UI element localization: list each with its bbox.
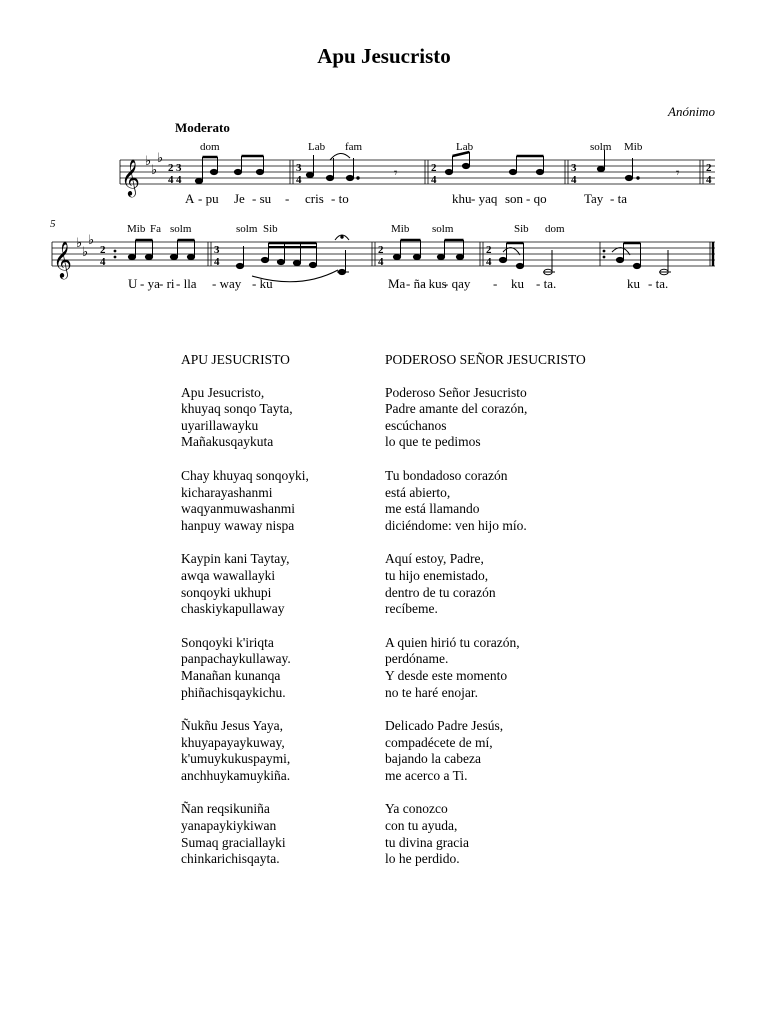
lyric-syllable: cris (305, 191, 324, 206)
svg-text:2: 2 (706, 162, 712, 174)
lyric-line: Ya conozco (385, 801, 448, 817)
lyric-syllable: - yaq (471, 191, 498, 206)
svg-text:2: 2 (378, 244, 384, 256)
lyric-syllable: - to (331, 191, 349, 206)
lyric-line: chaskiykapullaway (181, 601, 285, 617)
lyric-syllable: - su (252, 191, 272, 206)
chord-symbol: fam (345, 141, 363, 153)
lyric-syllable: U (128, 276, 138, 291)
lyric-line: yanapaykiykiwan (181, 818, 277, 834)
svg-text:4: 4 (168, 174, 174, 186)
lyric-line: tu divina gracia (385, 834, 469, 850)
stanza (181, 385, 381, 451)
svg-text:♭: ♭ (82, 245, 89, 260)
lyric-syllable: - ña (406, 276, 426, 291)
stanza (385, 468, 645, 534)
lyric-line: escúchanos (385, 417, 447, 433)
svg-text:2: 2 (431, 162, 437, 174)
svg-text:3: 3 (571, 162, 577, 174)
lyric-syllable: - kus (421, 276, 447, 291)
svg-text:♭: ♭ (151, 163, 158, 178)
svg-text:♭: ♭ (145, 154, 152, 169)
chord-symbols-1 (200, 141, 643, 153)
chord-symbol: Mib (391, 223, 410, 235)
lyric-syllable: - (285, 191, 290, 206)
lyric-line: chinkarichisqayta. (181, 851, 280, 867)
lyric-syllable: Ma (388, 276, 406, 291)
key-signature-1 (145, 151, 163, 178)
quechua-heading: APU JESUCRISTO (181, 352, 290, 367)
lyric-syllable: - ta. (536, 276, 557, 291)
lyric-line: Ñan reqsikuniña (181, 801, 270, 817)
svg-text:4: 4 (571, 174, 577, 186)
lyric-line: lo he perdido. (385, 851, 460, 867)
chord-symbol: Sib (263, 223, 278, 235)
lyric-syllable: - ya (140, 276, 160, 291)
svg-text:♭: ♭ (76, 236, 83, 251)
stanza (385, 551, 645, 617)
svg-text:4: 4 (214, 256, 220, 268)
chord-symbol: dom (200, 141, 220, 153)
svg-text:4: 4 (296, 174, 302, 186)
lyric-line: Apu Jesucristo, (181, 384, 265, 400)
lyric-line: está abierto, (385, 484, 451, 500)
lyric-line: Sumaq graciallayki (181, 834, 286, 850)
treble-clef-icon: 𝄞 (121, 158, 140, 196)
composer: Anónimo (668, 104, 715, 119)
lyric-line: Y desde este momento (385, 667, 508, 683)
spanish-heading: PODEROSO SEÑOR JESUCRISTO (385, 352, 586, 367)
lyric-line: me acerco a Ti. (385, 767, 468, 783)
chord-symbol: Sib (514, 223, 529, 235)
lyric-syllable: A (185, 191, 195, 206)
lyric-line: anchhuykamuykiña. (181, 767, 291, 783)
lyric-syllable: - lla (176, 276, 197, 291)
lyrics-1 (185, 191, 627, 206)
lyric-syllable: - qo (526, 191, 547, 206)
spanish-lyrics (385, 352, 645, 885)
lyric-line: Chay khuyaq sonqoyki, (181, 467, 309, 483)
staff-1 (120, 160, 715, 184)
lyric-line: bajando la cabeza (385, 751, 481, 767)
lyric-syllable: ku (627, 276, 640, 291)
lyric-line: Kaypin kani Taytay, (181, 551, 290, 567)
lyric-line: tu hijo enemistado, (385, 567, 489, 583)
lyric-line: Mañakusqaykuta (181, 434, 274, 450)
lyric-line: k'umuykukuspaymi, (181, 751, 291, 767)
chord-symbol: Mib (127, 223, 146, 235)
lyric-syllable: - ku (252, 276, 273, 291)
lyric-line: panpachaykullaway. (181, 651, 291, 667)
lyric-syllable: - ta (610, 191, 627, 206)
svg-text:♭: ♭ (157, 151, 164, 166)
chord-symbol: solm (432, 223, 454, 235)
svg-text:4: 4 (486, 256, 492, 268)
lyric-line: waqyanmuwashanmi (181, 501, 295, 517)
chord-symbols-2 (127, 223, 565, 235)
lyric-syllable: - way (212, 276, 242, 291)
stanza (181, 718, 381, 784)
stanza (181, 801, 381, 867)
song-title: Apu Jesucristo (317, 44, 451, 68)
lyric-line: hanpuy waway nispa (181, 517, 295, 533)
measure-number: 5 (50, 218, 56, 230)
lyric-line: Ñukñu Jesus Yaya, (181, 718, 284, 734)
chord-symbol: Fa (150, 223, 161, 235)
chord-symbol: Lab (308, 141, 326, 153)
key-signature-2 (76, 233, 94, 260)
lyric-line: awqa wawallayki (181, 567, 276, 583)
stanza (385, 635, 645, 701)
chord-symbol: solm (236, 223, 258, 235)
lyric-line: khuyapayaykuway, (181, 734, 285, 750)
lyric-syllable: Je (234, 191, 245, 206)
svg-text:4: 4 (431, 174, 437, 186)
lyric-syllable: ku (511, 276, 524, 291)
stanza (385, 801, 645, 867)
svg-text:𝄾: 𝄾 (676, 166, 680, 181)
lyric-syllable: Tay (584, 191, 604, 206)
lyric-line: kicharayashanmi (181, 484, 273, 500)
lyric-line: phiñachisqaykichu. (181, 684, 286, 700)
svg-text:3: 3 (176, 162, 182, 174)
quechua-lyrics (181, 352, 381, 885)
lyric-line: diciéndome: ven hijo mío. (385, 517, 527, 533)
lyric-line: Tu bondadoso corazón (385, 467, 508, 483)
lyric-syllable: son (505, 191, 524, 206)
lyric-syllable: - (493, 276, 498, 291)
svg-text:4: 4 (176, 174, 182, 186)
lyric-syllable: - ta. (648, 276, 669, 291)
chord-symbol: dom (545, 223, 565, 235)
lyric-line: khuyaq sonqo Tayta, (181, 401, 293, 417)
lyric-line: uyarillawayku (181, 417, 259, 433)
lyric-line: Delicado Padre Jesús, (385, 718, 504, 734)
lyric-line: Sonqoyki k'iriqta (181, 634, 274, 650)
lyric-line: recíbeme. (385, 601, 438, 617)
lyrics-2 (128, 276, 668, 291)
chord-symbol: solm (590, 141, 612, 153)
lyric-line: Manañan kunanqa (181, 667, 281, 683)
lyric-line: me está llamando (385, 501, 480, 517)
lyric-syllable: - pu (198, 191, 219, 206)
lyric-line: A quien hirió tu corazón, (385, 634, 520, 650)
lyric-syllable: - ri (159, 276, 175, 291)
chord-symbol: Mib (624, 141, 643, 153)
staff-2 (52, 242, 715, 266)
svg-text:𝄾: 𝄾 (394, 166, 398, 181)
lyric-line: perdóname. (385, 651, 449, 667)
svg-text:4: 4 (100, 256, 106, 268)
stanza (385, 385, 645, 451)
stanza (181, 551, 381, 617)
svg-text:3: 3 (296, 162, 302, 174)
tempo-marking: Moderato (175, 120, 230, 135)
lyric-line: compadécete de mí, (385, 734, 493, 750)
chord-symbol: Lab (456, 141, 474, 153)
stanza (181, 635, 381, 701)
svg-text:4: 4 (706, 174, 712, 186)
svg-text:2: 2 (100, 244, 106, 256)
svg-text:2: 2 (168, 162, 174, 174)
stanza (181, 468, 381, 534)
lyric-line: Aquí estoy, Padre, (385, 551, 484, 567)
sheet-music (0, 0, 768, 310)
svg-text:♭: ♭ (88, 233, 95, 248)
lyric-line: Poderoso Señor Jesucristo (385, 384, 527, 400)
lyric-line: dentro de tu corazón (385, 584, 496, 600)
lyric-line: no te haré enojar. (385, 684, 478, 700)
lyric-line: lo que te pedimos (385, 434, 481, 450)
lyric-line: sonqoyki ukhupi (181, 584, 272, 600)
lyric-line: con tu ayuda, (385, 818, 458, 834)
stanza (385, 718, 645, 784)
svg-text:2: 2 (486, 244, 492, 256)
svg-text:4: 4 (378, 256, 384, 268)
chord-symbol: solm (170, 223, 192, 235)
lyric-line: Padre amante del corazón, (385, 401, 528, 417)
treble-clef-icon: 𝄞 (53, 240, 72, 278)
svg-text:3: 3 (214, 244, 220, 256)
lyric-syllable: - qay (444, 276, 471, 291)
lyric-syllable: khu (452, 191, 472, 206)
